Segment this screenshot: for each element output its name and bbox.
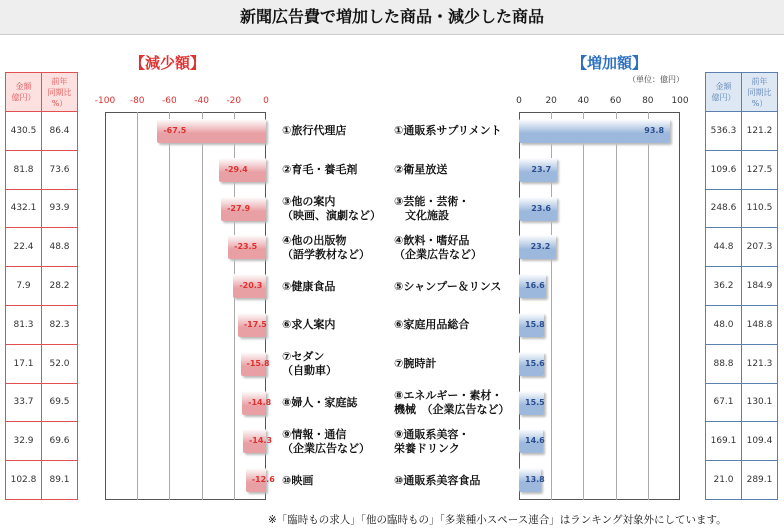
table-row bbox=[5, 461, 78, 500]
category-label: ④飲料・嗜好品 （企業広告など） bbox=[394, 233, 482, 261]
tick-label: -40 bbox=[194, 96, 209, 106]
tick-label: 60 bbox=[609, 96, 622, 106]
table-row bbox=[705, 267, 778, 306]
data-label: -29.4 bbox=[224, 164, 248, 174]
yoy-cell: 93.9 bbox=[49, 203, 70, 214]
tick-label: 100 bbox=[671, 96, 689, 106]
gridline bbox=[616, 112, 617, 500]
amount-cell: 48.0 bbox=[706, 306, 742, 344]
data-label: -14.3 bbox=[248, 436, 273, 446]
tick-label: 0 bbox=[516, 96, 522, 106]
bar bbox=[219, 158, 266, 182]
bar bbox=[519, 313, 544, 337]
gridline bbox=[583, 112, 584, 500]
gridline bbox=[169, 112, 170, 500]
amount-cell: 33.7 bbox=[6, 384, 42, 422]
table-row bbox=[705, 228, 778, 267]
category-label: ①通販系サプリメント bbox=[394, 124, 502, 138]
data-label: 15.5 bbox=[525, 397, 545, 407]
bar bbox=[243, 429, 273, 453]
category-label: ③他の案内 （映画、演劇など） bbox=[282, 195, 381, 222]
category-label: ②衛星放送 bbox=[394, 163, 448, 177]
header-cell: 前年 同期比 %） bbox=[47, 76, 72, 108]
header-cell: 前年 同期比 %） bbox=[747, 76, 772, 108]
yoy-cell: 109.4 bbox=[746, 436, 773, 447]
amount-cell: 248.6 bbox=[706, 190, 742, 228]
data-label: -12.6 bbox=[251, 475, 275, 485]
yoy-cell: 73.6 bbox=[49, 164, 70, 175]
yoy-cell: 130.1 bbox=[746, 397, 773, 408]
amount-cell: 32.9 bbox=[6, 422, 42, 460]
yoy-cell: 121.3 bbox=[746, 358, 773, 369]
page-title: 新聞広告費で増加した商品・減少した商品 bbox=[0, 0, 784, 35]
tick-label: -100 bbox=[94, 96, 116, 106]
data-label: -17.5 bbox=[243, 320, 267, 329]
bar bbox=[157, 119, 266, 143]
amount-cell: 102.8 bbox=[6, 461, 42, 499]
bar bbox=[238, 313, 266, 337]
table-row bbox=[5, 267, 78, 306]
increase-title: 【増加額】 bbox=[572, 54, 648, 72]
table-row bbox=[705, 151, 778, 190]
table-row bbox=[5, 345, 78, 384]
amount-cell: 67.1 bbox=[706, 384, 742, 422]
tick-label: 0 bbox=[263, 96, 269, 106]
table-row bbox=[705, 306, 778, 345]
right_table-header bbox=[705, 72, 778, 112]
amount-cell: 44.8 bbox=[706, 228, 742, 266]
yoy-cell: 289.1 bbox=[746, 475, 773, 486]
table-row bbox=[705, 422, 778, 461]
category-label: ⑥求人案内 bbox=[282, 318, 336, 332]
amount-cell: 81.3 bbox=[6, 306, 42, 344]
gridline bbox=[648, 112, 649, 500]
bar bbox=[221, 197, 266, 221]
tick-label: 40 bbox=[577, 96, 590, 106]
category-label: ⑤シャンプー＆リンス bbox=[394, 279, 502, 293]
amount-cell: 88.8 bbox=[706, 345, 742, 383]
data-label: 23.6 bbox=[531, 203, 551, 213]
yoy-cell: 110.5 bbox=[746, 203, 773, 214]
category-label: ②育毛・養毛剤 bbox=[282, 163, 358, 177]
category-label: ⑨通販系美容・ 栄養ドリンク bbox=[394, 427, 470, 455]
bar bbox=[246, 468, 275, 492]
bar bbox=[519, 274, 546, 298]
category-label: ⑦セダン （自動車） bbox=[282, 350, 337, 378]
yoy-cell: 48.8 bbox=[49, 242, 70, 253]
bar bbox=[242, 391, 272, 415]
amount-cell: 22.4 bbox=[6, 228, 42, 266]
yoy-cell: 207.3 bbox=[746, 242, 773, 253]
table-row bbox=[5, 384, 78, 423]
bar bbox=[241, 352, 270, 376]
table-row bbox=[705, 345, 778, 384]
data-label: -67.5 bbox=[163, 126, 187, 135]
tick-label: -60 bbox=[162, 96, 177, 106]
category-label: ⑩映画 bbox=[282, 473, 314, 487]
amount-cell: 432.1 bbox=[6, 190, 42, 228]
data-label: -27.9 bbox=[227, 203, 251, 213]
footnote: ※「臨時もの求人」「他の臨時もの」「多業種小スペース連合」はランキング対象外にしています。 bbox=[268, 514, 727, 526]
yoy-cell: 184.9 bbox=[746, 281, 773, 292]
bar bbox=[519, 158, 557, 182]
category-label: ④他の出版物 （語学教材など） bbox=[282, 233, 370, 261]
left_table-header bbox=[5, 72, 78, 112]
category-label: ⑨情報・通信 （企業広告など） bbox=[282, 427, 370, 455]
category-label: ⑥家庭用品総合 bbox=[394, 318, 470, 332]
amount-cell: 169.1 bbox=[706, 422, 742, 460]
amount-cell: 17.1 bbox=[6, 345, 42, 383]
yoy-cell: 28.2 bbox=[49, 281, 70, 292]
category-label: ⑩通販系美容食品 bbox=[394, 473, 481, 487]
category-label: ⑧婦人・家庭誌 bbox=[282, 396, 358, 409]
amount-cell: 7.9 bbox=[6, 267, 42, 305]
yoy-cell: 127.5 bbox=[746, 164, 773, 175]
header-cell: 金額 億円） bbox=[706, 73, 742, 111]
data-label: 23.2 bbox=[530, 242, 551, 252]
data-label: 13.8 bbox=[525, 475, 545, 485]
tick-label: 80 bbox=[642, 96, 654, 106]
bar bbox=[519, 429, 543, 453]
gridline bbox=[137, 112, 138, 500]
category-label: ③芸能・芸術・ 文化施設 bbox=[394, 195, 470, 222]
table-row bbox=[5, 422, 78, 461]
category-label: ⑦腕時計 bbox=[394, 357, 437, 371]
table-row bbox=[5, 306, 78, 345]
data-label: 93.8 bbox=[644, 126, 665, 135]
tick-label: 20 bbox=[545, 96, 557, 106]
bar bbox=[228, 235, 266, 259]
table-row bbox=[5, 151, 78, 190]
yoy-cell: 89.1 bbox=[49, 475, 70, 486]
bar bbox=[519, 468, 545, 492]
table-row bbox=[5, 112, 78, 151]
data-label: 23.7 bbox=[531, 164, 552, 174]
yoy-cell: 69.6 bbox=[49, 436, 70, 447]
amount-cell: 21.0 bbox=[706, 461, 742, 499]
tick-label: -20 bbox=[226, 96, 242, 106]
yoy-cell: 148.8 bbox=[746, 319, 773, 330]
bar bbox=[519, 119, 670, 143]
yoy-cell: 52.0 bbox=[49, 358, 70, 369]
category-label: ⑧エネルギー・素材・ 機械 （企業広告など） bbox=[394, 389, 510, 416]
data-label: -23.5 bbox=[234, 242, 258, 252]
amount-cell: 109.6 bbox=[706, 151, 742, 189]
data-label: 16.6 bbox=[525, 281, 545, 291]
amount-cell: 536.3 bbox=[706, 112, 742, 150]
header-cell: 金額 億円） bbox=[6, 73, 42, 111]
category-label: ⑤健康食品 bbox=[282, 279, 336, 293]
gridline bbox=[202, 112, 203, 500]
amount-cell: 36.2 bbox=[706, 267, 742, 305]
category-label: ①旅行代理店 bbox=[282, 124, 347, 138]
bar bbox=[519, 352, 544, 376]
decrease-title: 【減少額】 bbox=[130, 54, 206, 72]
table-row bbox=[5, 228, 78, 267]
yoy-cell: 82.3 bbox=[49, 319, 70, 330]
table-row bbox=[705, 190, 778, 229]
data-label: 14.6 bbox=[525, 436, 545, 446]
unit-label: （単位：億円） bbox=[628, 75, 684, 84]
bar bbox=[233, 274, 266, 298]
data-label: -14.8 bbox=[248, 397, 272, 407]
data-label: -15.8 bbox=[246, 358, 270, 368]
data-label: 15.6 bbox=[525, 358, 545, 368]
data-label: 15.8 bbox=[525, 320, 545, 329]
table-row bbox=[5, 190, 78, 229]
amount-cell: 81.8 bbox=[6, 151, 42, 189]
table-row bbox=[705, 112, 778, 151]
table-row bbox=[705, 461, 778, 500]
bar bbox=[519, 235, 556, 259]
bar bbox=[519, 197, 557, 221]
yoy-cell: 121.2 bbox=[746, 125, 773, 136]
data-label: -20.3 bbox=[239, 281, 263, 291]
bar bbox=[519, 391, 544, 415]
yoy-cell: 69.5 bbox=[49, 397, 70, 408]
yoy-cell: 86.4 bbox=[49, 125, 70, 136]
amount-cell: 430.5 bbox=[6, 112, 42, 150]
table-row bbox=[705, 384, 778, 423]
tick-label: -80 bbox=[129, 96, 145, 106]
